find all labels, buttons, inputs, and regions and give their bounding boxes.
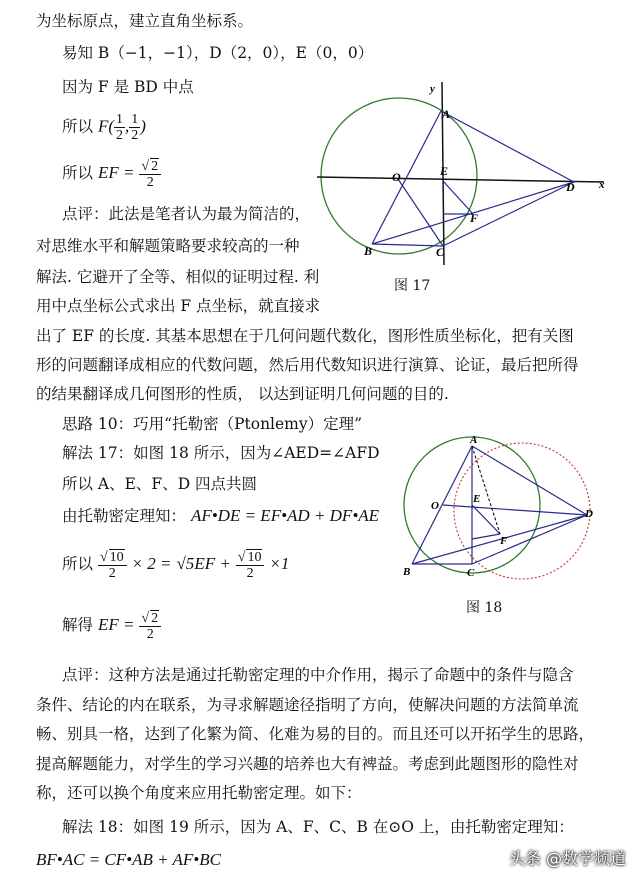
label-f: F [470,211,479,225]
text-line: 畅、别具一格，达到了化繁为简、化难为易的目的。而且还可以开拓学生的思路， [36,725,595,743]
text-line: 用中点坐标公式求出 F 点坐标，就直接求 [36,297,321,315]
formula-f-coordinates: 所以 F( $\frac{1}{2}$ , $\frac{1}{2}$ ) [62,112,146,143]
formula-ef-result: 解得 EF = $\frac{√ 2}{2}$ [62,610,161,642]
text-line: 形的问题翻译成相应的代数问题，然后用代数知识进行演算、论证，最后把所得 [36,356,579,374]
text-line: 点评：这种方法是通过托勒密定理的中介作用，揭示了命题中的条件与隐含 [62,666,574,684]
segment-ad [472,446,587,515]
label-y: y [430,83,435,95]
label-x: x [599,179,605,191]
text-line: 称，还可以换个角度来应用托勒密定理。如下： [36,784,362,802]
formula-ptolemy-substitution: 所以 $\frac{√ 10}{2}$ × 2 = √5EF + $\frac{√ 10}{2}$ ×1 [62,550,290,581]
label-e: E [440,164,449,178]
text-line: 解法 17：如图 18 所示，因为∠AED=∠AFD [62,444,380,462]
label-b: B [364,244,373,258]
formula-ptolemy-19: BF•AC = CF•AB + AF•BC [36,850,221,869]
segment-ad [441,111,574,182]
text-line: 因为 F 是 BD 中点 [62,78,194,96]
text-line: 点评：此法是笔者认为最为简洁的， [62,205,311,223]
label-d: D [566,180,575,194]
label-e: E [473,493,481,505]
segment-cf [472,534,500,539]
label-a: A [470,434,478,446]
text-line: 为坐标原点，建立直角坐标系。 [36,12,254,30]
figure-17 [312,80,612,270]
segment-ab [412,446,472,564]
text-line: 解法 18：如图 19 所示，因为 A、F、C、B 在⊙O 上，由托勒密定理知： [62,818,574,836]
x-axis [317,177,604,182]
text-line: 出了 EF 的长度. 其基本思想在于几何问题代数化，图形性质坐标化，把有关图 [36,327,574,345]
label-o: O [431,500,439,512]
text-line: 条件、结论的内在联系，为寻求解题途径指明了方向，使解决问题的方法简单流 [36,696,579,714]
text-line: 解法. 它避开了全等、相似的证明过程. 利 [36,268,320,286]
formula-ptolemy: 由托勒密定理知： AF•DE = EF•AD + DF•AE [62,506,380,525]
watermark: 头条 @数学频道 [508,849,626,868]
segment-af-dashed [472,446,500,534]
label-b: B [403,566,411,578]
segment-bc [372,244,443,246]
segment-oc [398,179,443,246]
formula-ef-result: 所以 EF = $\frac{√ 2}{2}$ [62,158,161,190]
text-line: 提高解题能力，对学生的学习兴趣的培养也大有裨益。考虑到此题图形的隐性对 [36,755,579,773]
label-c: C [436,245,445,259]
figure-18 [375,433,625,593]
text-line: 对思维水平和解题策略要求较高的一种 [36,237,300,255]
label-c: C [467,567,475,579]
section-heading: 思路 10：巧用“托勒密（Ptonlemy）定理” [62,415,363,433]
figure-17-caption: 图 17 [394,278,431,294]
label-d: D [585,508,593,520]
text-line: 所以 A、E、F、D 四点共圆 [62,475,258,493]
segment-od [443,505,587,515]
text-line: 的结果翻译成几何图形的性质， 以达到证明几何问题的目的. [36,385,449,403]
segment-ef [443,181,473,214]
label-o: O [392,170,401,184]
label-f: F [500,535,508,547]
figure-18-caption: 图 18 [466,600,503,616]
text-line: 易知 B（−1，−1），D（2，0），E（0，0） [62,44,374,62]
label-a: A [442,107,451,121]
